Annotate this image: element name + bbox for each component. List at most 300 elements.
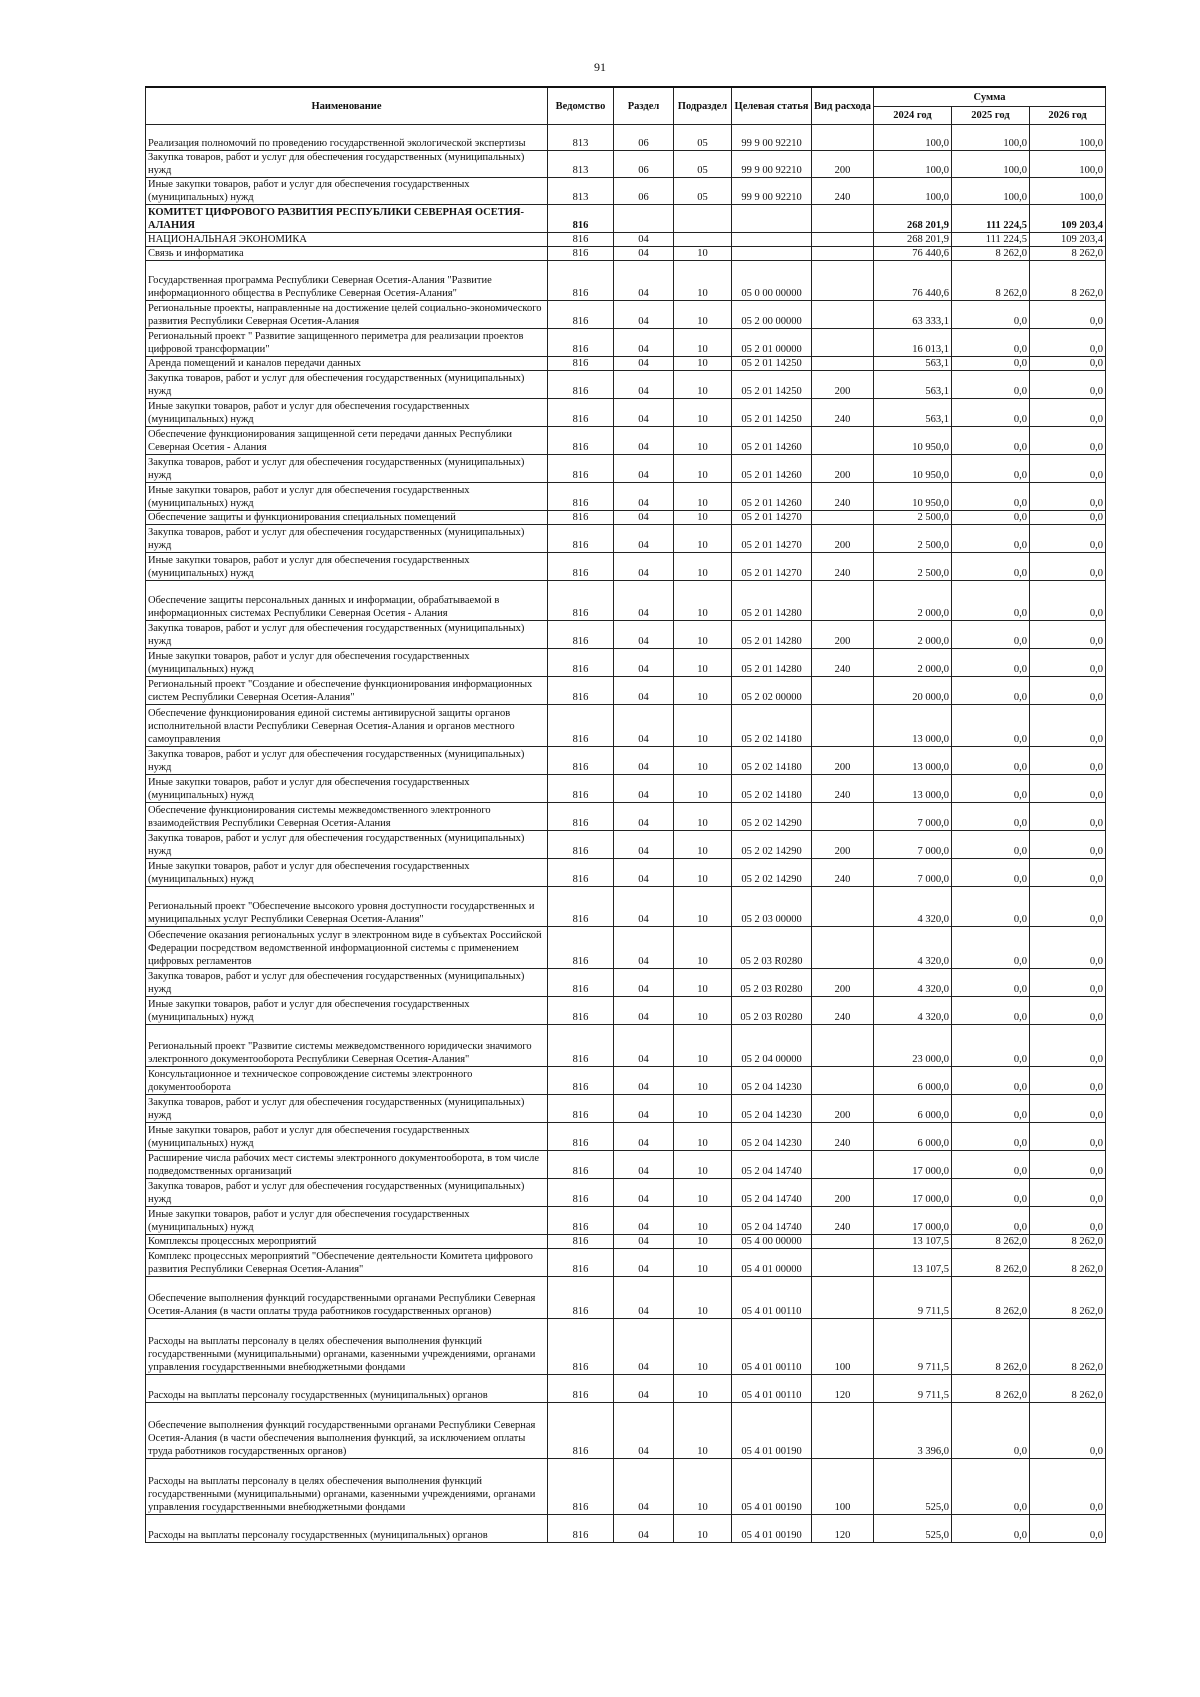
- cell-name: НАЦИОНАЛЬНАЯ ЭКОНОМИКА: [146, 233, 548, 247]
- cell-subsection: 10: [674, 261, 732, 301]
- header-section: Раздел: [614, 87, 674, 125]
- table-row: [146, 261, 1106, 301]
- cell-dept: 816: [548, 859, 614, 887]
- table-row: [146, 371, 1106, 399]
- cell-name: Иные закупки товаров, работ и услуг для обеспечения государственных (муниципальных) нужд: [146, 1207, 548, 1235]
- cell-2024: 13 000,0: [874, 705, 952, 747]
- cell-subsection: 10: [674, 747, 732, 775]
- cell-expense-type: 120: [812, 1515, 874, 1543]
- table-row: [146, 511, 1106, 525]
- table-body: [146, 125, 1106, 1543]
- cell-2026: 0,0: [1030, 427, 1106, 455]
- cell-dept: 816: [548, 927, 614, 969]
- cell-target-article: 05 4 01 00000: [732, 1249, 812, 1277]
- cell-subsection: 10: [674, 649, 732, 677]
- cell-name: Закупка товаров, работ и услуг для обеспечения государственных (муниципальных) нужд: [146, 1095, 548, 1123]
- cell-2024: 10 950,0: [874, 427, 952, 455]
- cell-section: 04: [614, 247, 674, 261]
- cell-section: 04: [614, 927, 674, 969]
- cell-2024: 563,1: [874, 399, 952, 427]
- cell-2024: 13 000,0: [874, 747, 952, 775]
- cell-section: 04: [614, 859, 674, 887]
- header-2026: 2026 год: [1030, 107, 1106, 125]
- cell-expense-type: [812, 125, 874, 151]
- cell-section: 04: [614, 1095, 674, 1123]
- table-row: [146, 1515, 1106, 1543]
- cell-2025: 0,0: [952, 887, 1030, 927]
- cell-dept: 816: [548, 803, 614, 831]
- table-row: [146, 1025, 1106, 1067]
- cell-2025: 0,0: [952, 455, 1030, 483]
- cell-target-article: 05 2 01 14250: [732, 357, 812, 371]
- table-row: [146, 581, 1106, 621]
- cell-expense-type: [812, 887, 874, 927]
- cell-name: Закупка товаров, работ и услуг для обеспечения государственных (муниципальных) нужд: [146, 1179, 548, 1207]
- cell-expense-type: 240: [812, 399, 874, 427]
- cell-dept: 816: [548, 357, 614, 371]
- cell-name: Расходы на выплаты персоналу государственных (муниципальных) органов: [146, 1515, 548, 1543]
- cell-expense-type: [812, 233, 874, 247]
- cell-dept: 816: [548, 747, 614, 775]
- cell-2024: 268 201,9: [874, 233, 952, 247]
- cell-2024: 2 000,0: [874, 649, 952, 677]
- table-row: [146, 1403, 1106, 1459]
- cell-2026: 0,0: [1030, 705, 1106, 747]
- cell-section: 04: [614, 233, 674, 247]
- cell-dept: 816: [548, 553, 614, 581]
- cell-2025: 0,0: [952, 483, 1030, 511]
- cell-section: 04: [614, 371, 674, 399]
- cell-2024: 100,0: [874, 125, 952, 151]
- cell-expense-type: [812, 677, 874, 705]
- cell-2026: 0,0: [1030, 887, 1106, 927]
- cell-2025: 0,0: [952, 859, 1030, 887]
- cell-target-article: 05 4 01 00110: [732, 1277, 812, 1319]
- cell-section: 04: [614, 427, 674, 455]
- cell-2025: 0,0: [952, 1459, 1030, 1515]
- cell-target-article: 05 2 04 14230: [732, 1095, 812, 1123]
- cell-2026: 0,0: [1030, 483, 1106, 511]
- cell-2024: 76 440,6: [874, 247, 952, 261]
- cell-2024: 13 107,5: [874, 1249, 952, 1277]
- header-expense-type: Вид расхода: [812, 87, 874, 125]
- cell-section: 04: [614, 775, 674, 803]
- cell-target-article: 05 4 01 00190: [732, 1459, 812, 1515]
- cell-name: Обеспечение функционирования системы межведомственного электронного взаимодействия Республики Северная Осетия-Алания: [146, 803, 548, 831]
- cell-2024: 7 000,0: [874, 803, 952, 831]
- cell-2024: 4 320,0: [874, 887, 952, 927]
- cell-2026: 0,0: [1030, 1403, 1106, 1459]
- table-row: [146, 357, 1106, 371]
- cell-name: Иные закупки товаров, работ и услуг для обеспечения государственных (муниципальных) нужд: [146, 178, 548, 205]
- cell-target-article: 05 2 01 14270: [732, 525, 812, 553]
- table-row: [146, 1235, 1106, 1249]
- cell-target-article: 05 2 02 14290: [732, 859, 812, 887]
- cell-dept: 816: [548, 1235, 614, 1249]
- cell-dept: 816: [548, 427, 614, 455]
- cell-expense-type: 200: [812, 1179, 874, 1207]
- cell-expense-type: [812, 1025, 874, 1067]
- cell-dept: 813: [548, 151, 614, 178]
- cell-dept: 816: [548, 1123, 614, 1151]
- cell-target-article: [732, 233, 812, 247]
- cell-section: 04: [614, 399, 674, 427]
- cell-2024: 525,0: [874, 1459, 952, 1515]
- cell-2025: 0,0: [952, 329, 1030, 357]
- cell-dept: 816: [548, 831, 614, 859]
- cell-2026: 8 262,0: [1030, 261, 1106, 301]
- cell-name: Комплекс процессных мероприятий "Обеспечение деятельности Комитета цифрового развития Республики Северная Осетия-Алания": [146, 1249, 548, 1277]
- cell-section: 04: [614, 301, 674, 329]
- cell-subsection: 10: [674, 997, 732, 1025]
- table-row: [146, 1151, 1106, 1179]
- cell-expense-type: 200: [812, 747, 874, 775]
- cell-section: 04: [614, 1319, 674, 1375]
- cell-subsection: [674, 233, 732, 247]
- cell-dept: 816: [548, 997, 614, 1025]
- cell-section: 04: [614, 1207, 674, 1235]
- cell-target-article: 05 4 00 00000: [732, 1235, 812, 1249]
- cell-target-article: 99 9 00 92210: [732, 178, 812, 205]
- cell-dept: 816: [548, 371, 614, 399]
- table-row: [146, 927, 1106, 969]
- cell-2025: 0,0: [952, 1151, 1030, 1179]
- cell-subsection: 10: [674, 427, 732, 455]
- cell-2024: 23 000,0: [874, 1025, 952, 1067]
- cell-name: Иные закупки товаров, работ и услуг для обеспечения государственных (муниципальных) нужд: [146, 1123, 548, 1151]
- cell-subsection: 10: [674, 399, 732, 427]
- cell-name: Закупка товаров, работ и услуг для обеспечения государственных (муниципальных) нужд: [146, 831, 548, 859]
- table-row: [146, 233, 1106, 247]
- cell-name: Обеспечение защиты и функционирования специальных помещений: [146, 511, 548, 525]
- cell-2026: 0,0: [1030, 329, 1106, 357]
- cell-2024: 563,1: [874, 371, 952, 399]
- cell-2026: 0,0: [1030, 621, 1106, 649]
- cell-dept: 816: [548, 1151, 614, 1179]
- table-row: [146, 455, 1106, 483]
- cell-expense-type: [812, 427, 874, 455]
- cell-subsection: 10: [674, 301, 732, 329]
- cell-section: 04: [614, 1515, 674, 1543]
- cell-expense-type: 240: [812, 1123, 874, 1151]
- cell-2025: 0,0: [952, 803, 1030, 831]
- cell-2025: 8 262,0: [952, 1277, 1030, 1319]
- cell-expense-type: 200: [812, 621, 874, 649]
- cell-name: Обеспечение защиты персональных данных и информации, обрабатываемой в информационных системах Республики Северная Осетия - Алания: [146, 581, 548, 621]
- cell-target-article: 05 4 01 00110: [732, 1375, 812, 1403]
- cell-dept: 816: [548, 621, 614, 649]
- cell-name: Расходы на выплаты персоналу государственных (муниципальных) органов: [146, 1375, 548, 1403]
- cell-subsection: [674, 205, 732, 233]
- header-dept: Ведомство: [548, 87, 614, 125]
- cell-2024: 2 500,0: [874, 525, 952, 553]
- cell-subsection: 10: [674, 455, 732, 483]
- cell-section: [614, 205, 674, 233]
- cell-expense-type: 240: [812, 997, 874, 1025]
- cell-expense-type: [812, 1067, 874, 1095]
- table-row: [146, 1319, 1106, 1375]
- cell-2026: 0,0: [1030, 1207, 1106, 1235]
- cell-2025: 0,0: [952, 705, 1030, 747]
- cell-2025: 0,0: [952, 1179, 1030, 1207]
- cell-expense-type: 200: [812, 831, 874, 859]
- table-row: [146, 125, 1106, 151]
- cell-name: Закупка товаров, работ и услуг для обеспечения государственных (муниципальных) нужд: [146, 455, 548, 483]
- cell-section: 04: [614, 831, 674, 859]
- cell-2026: 0,0: [1030, 775, 1106, 803]
- cell-subsection: 10: [674, 1319, 732, 1375]
- cell-subsection: 10: [674, 525, 732, 553]
- cell-2025: 8 262,0: [952, 1235, 1030, 1249]
- cell-2026: 8 262,0: [1030, 1249, 1106, 1277]
- cell-name: Расширение числа рабочих мест системы электронного документооборота, в том числе подведомственных организаций: [146, 1151, 548, 1179]
- cell-2025: 111 224,5: [952, 205, 1030, 233]
- cell-2026: 8 262,0: [1030, 1277, 1106, 1319]
- cell-section: 04: [614, 483, 674, 511]
- cell-2026: 0,0: [1030, 1025, 1106, 1067]
- cell-2025: 0,0: [952, 1025, 1030, 1067]
- cell-dept: 816: [548, 1459, 614, 1515]
- cell-2026: 8 262,0: [1030, 1375, 1106, 1403]
- cell-expense-type: 200: [812, 525, 874, 553]
- cell-2024: 4 320,0: [874, 997, 952, 1025]
- cell-target-article: 05 2 01 14280: [732, 621, 812, 649]
- cell-target-article: 05 2 02 14180: [732, 775, 812, 803]
- cell-2025: 0,0: [952, 357, 1030, 371]
- cell-name: Расходы на выплаты персоналу в целях обеспечения выполнения функций государственными (муниципальными) органами, казенными учреждениями, органами управления государственными внебюджетными фондами: [146, 1319, 548, 1375]
- cell-2024: 563,1: [874, 357, 952, 371]
- cell-dept: 816: [548, 511, 614, 525]
- cell-subsection: 10: [674, 927, 732, 969]
- cell-section: 04: [614, 455, 674, 483]
- cell-dept: 816: [548, 969, 614, 997]
- cell-target-article: 05 2 02 14290: [732, 831, 812, 859]
- cell-target-article: 05 2 01 14280: [732, 649, 812, 677]
- cell-expense-type: 200: [812, 151, 874, 178]
- table-row: [146, 151, 1106, 178]
- cell-dept: 816: [548, 1025, 614, 1067]
- cell-2026: 0,0: [1030, 511, 1106, 525]
- cell-dept: 816: [548, 1207, 614, 1235]
- table-row: [146, 1095, 1106, 1123]
- cell-expense-type: 240: [812, 859, 874, 887]
- table-row: [146, 747, 1106, 775]
- cell-expense-type: 200: [812, 455, 874, 483]
- cell-section: 04: [614, 329, 674, 357]
- cell-2025: 0,0: [952, 621, 1030, 649]
- cell-2026: 0,0: [1030, 1067, 1106, 1095]
- cell-2026: 100,0: [1030, 151, 1106, 178]
- budget-table: [145, 86, 1106, 1543]
- table-row: [146, 677, 1106, 705]
- cell-subsection: 05: [674, 151, 732, 178]
- cell-expense-type: 200: [812, 1095, 874, 1123]
- cell-2024: 17 000,0: [874, 1207, 952, 1235]
- cell-2024: 76 440,6: [874, 261, 952, 301]
- cell-expense-type: 240: [812, 553, 874, 581]
- cell-2024: 9 711,5: [874, 1319, 952, 1375]
- cell-subsection: 05: [674, 125, 732, 151]
- cell-2024: 2 500,0: [874, 511, 952, 525]
- table-row: [146, 553, 1106, 581]
- table-row: [146, 427, 1106, 455]
- table-row: [146, 1207, 1106, 1235]
- cell-target-article: 05 2 03 R0280: [732, 969, 812, 997]
- cell-subsection: 10: [674, 1277, 732, 1319]
- cell-expense-type: [812, 247, 874, 261]
- cell-expense-type: [812, 705, 874, 747]
- cell-2025: 8 262,0: [952, 261, 1030, 301]
- cell-name: Связь и информатика: [146, 247, 548, 261]
- cell-target-article: 05 2 02 14180: [732, 705, 812, 747]
- cell-2026: 100,0: [1030, 125, 1106, 151]
- cell-target-article: 05 2 02 00000: [732, 677, 812, 705]
- cell-name: Государственная программа Республики Северная Осетия-Алания "Развитие информационного общества в Республике Северная Осетия-Алания": [146, 261, 548, 301]
- table-row: [146, 705, 1106, 747]
- table-row: [146, 301, 1106, 329]
- table-header: [146, 87, 1106, 125]
- cell-subsection: 10: [674, 511, 732, 525]
- cell-dept: 816: [548, 1067, 614, 1095]
- cell-target-article: 05 2 01 14250: [732, 371, 812, 399]
- cell-section: 04: [614, 525, 674, 553]
- cell-target-article: 05 2 01 14250: [732, 399, 812, 427]
- table-row: [146, 178, 1106, 205]
- cell-2026: 0,0: [1030, 581, 1106, 621]
- table-row: [146, 1179, 1106, 1207]
- cell-2024: 63 333,1: [874, 301, 952, 329]
- cell-2024: 10 950,0: [874, 483, 952, 511]
- cell-2025: 8 262,0: [952, 1375, 1030, 1403]
- cell-section: 04: [614, 581, 674, 621]
- header-target-article: Целевая статья: [732, 87, 812, 125]
- cell-2025: 0,0: [952, 1067, 1030, 1095]
- cell-expense-type: [812, 511, 874, 525]
- cell-2024: 2 500,0: [874, 553, 952, 581]
- cell-2026: 0,0: [1030, 831, 1106, 859]
- cell-2026: 0,0: [1030, 553, 1106, 581]
- cell-expense-type: [812, 205, 874, 233]
- table-row: [146, 997, 1106, 1025]
- cell-subsection: 10: [674, 357, 732, 371]
- table-row: [146, 859, 1106, 887]
- cell-section: 04: [614, 1375, 674, 1403]
- cell-expense-type: [812, 1249, 874, 1277]
- cell-2026: 0,0: [1030, 371, 1106, 399]
- cell-dept: 816: [548, 247, 614, 261]
- cell-2024: 3 396,0: [874, 1403, 952, 1459]
- cell-name: Закупка товаров, работ и услуг для обеспечения государственных (муниципальных) нужд: [146, 621, 548, 649]
- cell-subsection: 10: [674, 581, 732, 621]
- cell-2026: 0,0: [1030, 1459, 1106, 1515]
- cell-2025: 8 262,0: [952, 1319, 1030, 1375]
- cell-target-article: 05 2 02 14180: [732, 747, 812, 775]
- cell-2026: 109 203,4: [1030, 205, 1106, 233]
- cell-expense-type: 240: [812, 1207, 874, 1235]
- cell-target-article: 05 2 04 14230: [732, 1067, 812, 1095]
- cell-section: 04: [614, 261, 674, 301]
- cell-section: 04: [614, 1249, 674, 1277]
- page-number: 91: [594, 60, 606, 74]
- cell-2026: 0,0: [1030, 301, 1106, 329]
- table-row: [146, 969, 1106, 997]
- cell-2025: 0,0: [952, 747, 1030, 775]
- cell-2025: 0,0: [952, 1207, 1030, 1235]
- cell-subsection: 10: [674, 553, 732, 581]
- cell-expense-type: [812, 581, 874, 621]
- cell-2025: 0,0: [952, 997, 1030, 1025]
- cell-subsection: 10: [674, 483, 732, 511]
- cell-2026: 0,0: [1030, 525, 1106, 553]
- cell-target-article: 05 2 04 14740: [732, 1207, 812, 1235]
- cell-section: 04: [614, 1067, 674, 1095]
- cell-target-article: 05 2 01 14260: [732, 427, 812, 455]
- cell-subsection: 10: [674, 1403, 732, 1459]
- cell-2026: 0,0: [1030, 649, 1106, 677]
- cell-2025: 0,0: [952, 1123, 1030, 1151]
- cell-2026: 109 203,4: [1030, 233, 1106, 247]
- cell-subsection: 10: [674, 1235, 732, 1249]
- cell-name: Закупка товаров, работ и услуг для обеспечения государственных (муниципальных) нужд: [146, 747, 548, 775]
- cell-2026: 0,0: [1030, 969, 1106, 997]
- table-row: [146, 1249, 1106, 1277]
- cell-expense-type: [812, 329, 874, 357]
- cell-name: Обеспечение выполнения функций государственными органами Республики Северная Осетия-Алания (в части обеспечения выполнения функций, за исключением оплаты труда работников государственных органов): [146, 1403, 548, 1459]
- cell-dept: 816: [548, 887, 614, 927]
- cell-section: 04: [614, 1403, 674, 1459]
- cell-name: Региональные проекты, направленные на достижение целей социально-экономического развития Республики Северная Осетия-Алания: [146, 301, 548, 329]
- cell-section: 04: [614, 997, 674, 1025]
- cell-dept: 816: [548, 205, 614, 233]
- cell-2024: 2 000,0: [874, 621, 952, 649]
- cell-2025: 8 262,0: [952, 1249, 1030, 1277]
- cell-subsection: 05: [674, 178, 732, 205]
- cell-target-article: 05 0 00 00000: [732, 261, 812, 301]
- cell-section: 04: [614, 511, 674, 525]
- cell-section: 04: [614, 1459, 674, 1515]
- cell-name: Обеспечение функционирования единой системы антивирусной защиты органов исполнительной власти Республики Северная Осетия-Алания и органов местного самоуправления: [146, 705, 548, 747]
- cell-name: Реализация полномочий по проведению государственной экологической экспертизы: [146, 125, 548, 151]
- cell-subsection: 10: [674, 329, 732, 357]
- cell-name: Иные закупки товаров, работ и услуг для обеспечения государственных (муниципальных) нужд: [146, 399, 548, 427]
- cell-2024: 20 000,0: [874, 677, 952, 705]
- cell-2024: 268 201,9: [874, 205, 952, 233]
- cell-expense-type: [812, 1235, 874, 1249]
- cell-target-article: [732, 247, 812, 261]
- cell-target-article: 05 4 01 00110: [732, 1319, 812, 1375]
- cell-target-article: 99 9 00 92210: [732, 151, 812, 178]
- cell-target-article: 05 2 02 14290: [732, 803, 812, 831]
- cell-2025: 0,0: [952, 969, 1030, 997]
- cell-subsection: 10: [674, 621, 732, 649]
- table-row: [146, 1123, 1106, 1151]
- table-row: [146, 803, 1106, 831]
- cell-2025: 0,0: [952, 581, 1030, 621]
- cell-2025: 8 262,0: [952, 247, 1030, 261]
- cell-2024: 9 711,5: [874, 1277, 952, 1319]
- header-sum: Сумма: [874, 87, 1106, 107]
- table-row: [146, 1277, 1106, 1319]
- cell-2025: 0,0: [952, 371, 1030, 399]
- cell-2026: 0,0: [1030, 803, 1106, 831]
- cell-subsection: 10: [674, 677, 732, 705]
- cell-expense-type: [812, 803, 874, 831]
- cell-2026: 0,0: [1030, 859, 1106, 887]
- cell-subsection: 10: [674, 831, 732, 859]
- header-2024: 2024 год: [874, 107, 952, 125]
- cell-2025: 0,0: [952, 1095, 1030, 1123]
- cell-subsection: 10: [674, 1207, 732, 1235]
